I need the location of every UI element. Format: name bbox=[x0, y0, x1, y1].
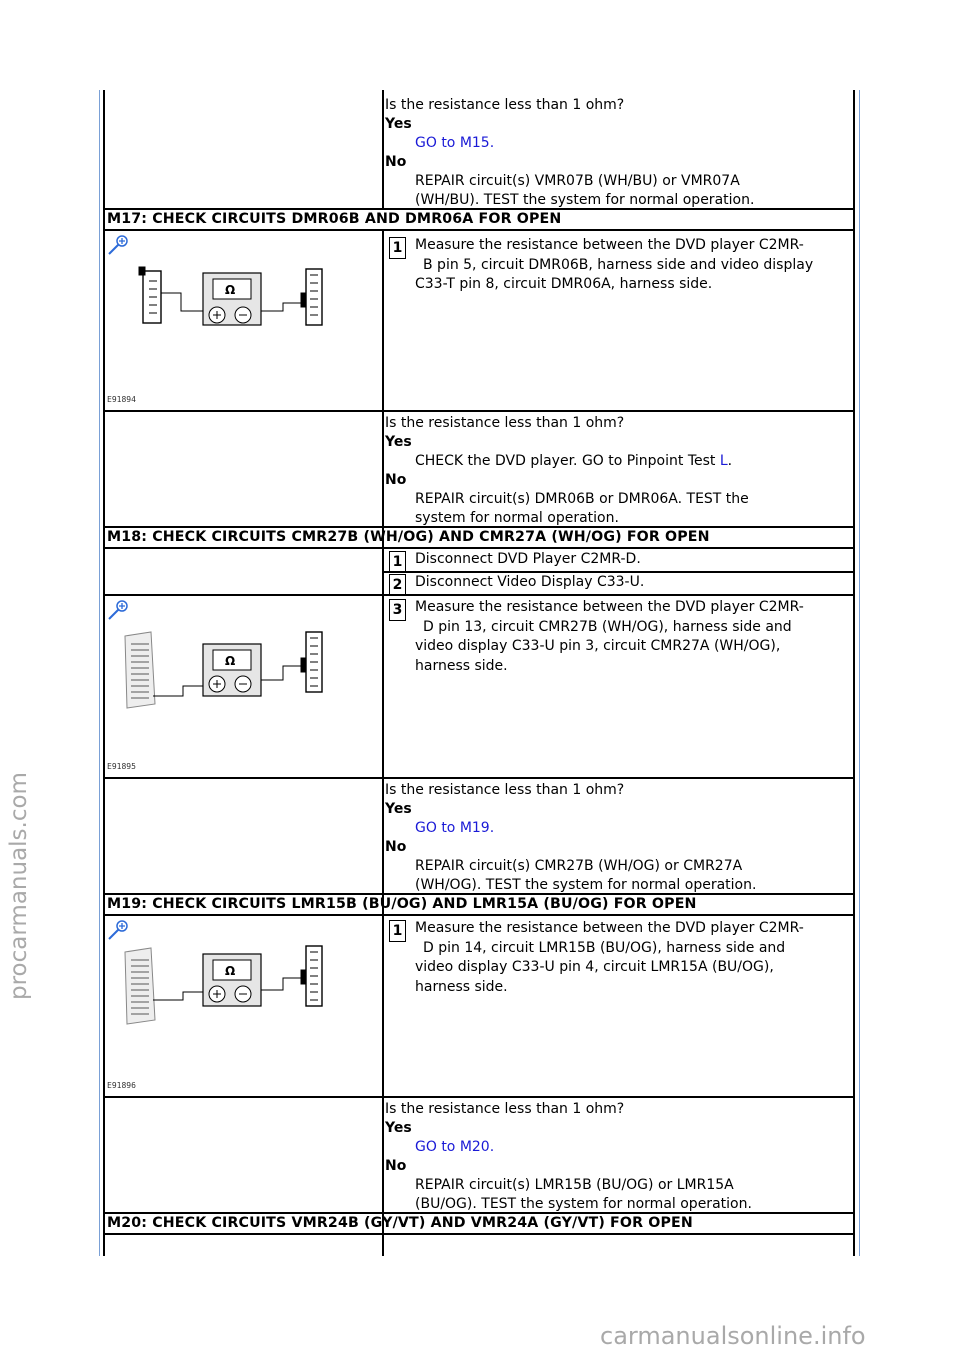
step-number: 1 bbox=[389, 920, 406, 942]
question-text: Is the resistance less than 1 ohm? bbox=[385, 97, 625, 113]
table-right-border bbox=[853, 90, 855, 1256]
m19-step-1: Measure the resistance between the DVD player C2MR- D pin 14, circuit LMR15B (BU/OG), harness side and video display C33-U pin 4, circuit LMR15A (BU/OG), harness side. bbox=[415, 920, 804, 995]
wiring-diagram bbox=[103, 916, 383, 1096]
step-number: 1 bbox=[389, 237, 406, 259]
goto-m19-link[interactable]: GO to M19. bbox=[415, 820, 495, 836]
figure-id: E91894 bbox=[107, 395, 136, 404]
m20-title: M20: CHECK CIRCUITS VMR24B (GY/VT) AND VMR24A (GY/VT) FOR OPEN bbox=[107, 1215, 693, 1231]
footer-watermark: carmanualsonline.info bbox=[600, 1322, 866, 1350]
question-text: Is the resistance less than 1 ohm? bbox=[385, 415, 625, 431]
m16-result-block bbox=[385, 96, 754, 210]
wiring-diagram bbox=[103, 596, 383, 776]
figure-id: E91895 bbox=[107, 762, 136, 771]
figure-e91894 bbox=[103, 231, 383, 409]
m18-step-2: Disconnect Video Display C33-U. bbox=[415, 574, 645, 590]
step-number: 3 bbox=[389, 599, 406, 621]
figure-e91895 bbox=[103, 596, 383, 776]
m18-result-block: Is the resistance less than 1 ohm? Yes GO to M19. No REPAIR circuit(s) CMR27B (WH/OG) or CMR27A (WH/OG). TEST the system for normal operation. bbox=[385, 782, 757, 893]
m17-step-1: Measure the resistance between the DVD player C2MR- B pin 5, circuit DMR06B, harness side and video display C33-T pin 8, circuit DMR06A, harness side. bbox=[415, 237, 814, 292]
ohm-symbol: Ω bbox=[225, 654, 236, 668]
m19-title: M19: CHECK CIRCUITS LMR15B (BU/OG) AND LMR15A (BU/OG) FOR OPEN bbox=[107, 896, 697, 912]
pinpoint-test-l-link[interactable]: L bbox=[719, 453, 728, 469]
no-action-line: (WH/BU). TEST the system for normal operation. bbox=[415, 192, 755, 208]
m18-title: M18: CHECK CIRCUITS CMR27B (WH/OG) AND CMR27A (WH/OG) FOR OPEN bbox=[107, 529, 710, 545]
step-number: 1 bbox=[389, 551, 406, 573]
figure-id: E91896 bbox=[107, 1081, 136, 1090]
no-label: No bbox=[385, 154, 407, 170]
ohm-symbol: Ω bbox=[225, 964, 236, 978]
diagnostic-table bbox=[103, 90, 855, 1256]
m17-title: M17: CHECK CIRCUITS DMR06B AND DMR06A FOR OPEN bbox=[107, 211, 562, 227]
no-label: No bbox=[385, 472, 407, 488]
yes-label: Yes bbox=[385, 116, 412, 132]
side-watermark: procarmanuals.com bbox=[6, 772, 32, 1000]
figure-e91896 bbox=[103, 916, 383, 1096]
m18-step-3: Measure the resistance between the DVD player C2MR- D pin 13, circuit CMR27B (WH/OG), harness side and video display C33-U pin 3, circuit CMR27A (WH/OG), harness side. bbox=[415, 599, 804, 674]
ohm-symbol: Ω bbox=[225, 283, 236, 297]
m17-result-block: Is the resistance less than 1 ohm? Yes CHECK the DVD player. GO to Pinpoint Test L. No REPAIR circuit(s) DMR06B or DMR06A. TEST the system for normal operation. bbox=[385, 415, 749, 526]
goto-m15-link[interactable]: GO to M15. bbox=[415, 135, 495, 151]
no-action-line: REPAIR circuit(s) VMR07B (WH/BU) or VMR07A bbox=[415, 173, 740, 189]
m19-result-block: Is the resistance less than 1 ohm? Yes GO to M20. No REPAIR circuit(s) LMR15B (BU/OG) or LMR15A (BU/OG). TEST the system for normal operation. bbox=[385, 1101, 752, 1212]
step-number: 2 bbox=[389, 574, 406, 596]
goto-m20-link[interactable]: GO to M20. bbox=[415, 1139, 495, 1155]
wiring-diagram bbox=[103, 231, 383, 409]
yes-label: Yes bbox=[385, 434, 412, 450]
m18-step-1: Disconnect DVD Player C2MR-D. bbox=[415, 551, 641, 567]
